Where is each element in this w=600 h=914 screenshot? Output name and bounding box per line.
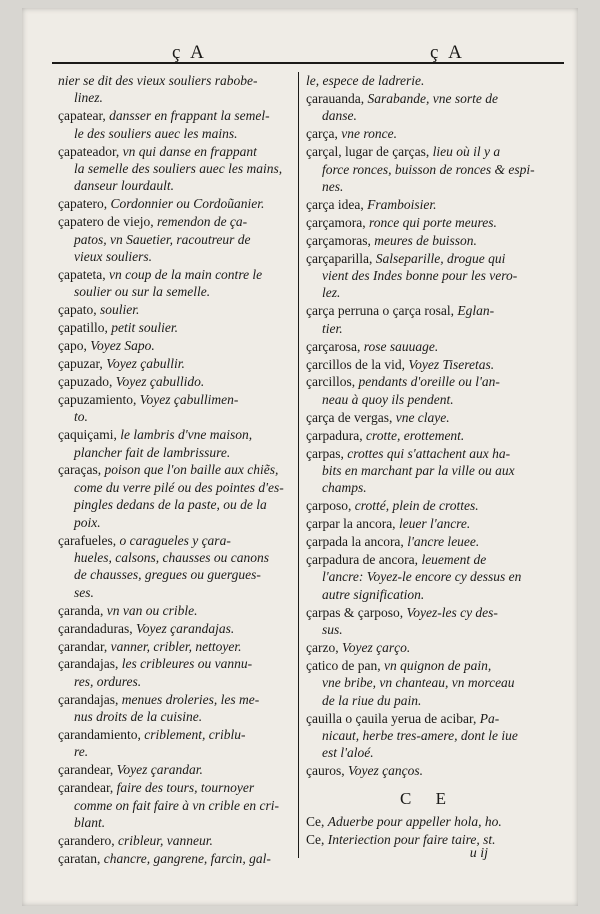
left-column [58,72,294,868]
dictionary-entry [58,655,294,690]
entry-definition-line: vn coup de la main contre le [108,266,263,282]
entry-definition-line: bits en marchant par la ville ou aux [322,462,515,478]
entry-definition-line: autre signification. [322,586,425,602]
section-heading: C E [400,788,456,808]
dictionary-entry [58,72,294,107]
entry-headword: çarça perruna o çarça rosal, [306,303,458,319]
entry-headword: çarauanda, [306,90,368,106]
dictionary-entry [58,638,294,655]
entry-headword: çaraças, [58,462,105,478]
entry-definition-line: soulier. [99,302,140,318]
entry-headword: çarça de vergas, [306,409,396,425]
entry-definition-line: comme on fait faire à vn crible en cri- [74,797,279,813]
dictionary-entry [306,196,550,213]
entry-definition-line: Voyez çabullimen- [139,391,239,407]
dictionary-entry [306,143,550,195]
entry-headword: çapatillo, [58,320,112,336]
entry-definition-line: crotte, erottement. [365,427,465,443]
entry-definition-line: vn qui danse en frappant [122,143,257,159]
entry-definition-line: menues droleries, les me- [121,691,260,707]
dictionary-entry [58,691,294,726]
entry-definition-line: soulier ou sur la semelle. [74,284,211,300]
entry-headword: çauilla o çauila yerua de acibar, [306,710,480,726]
dictionary-entry [58,373,294,390]
entry-definition-line: force ronces, buisson de ronces & espi- [322,161,535,177]
entry-definition-line: Eglan- [457,303,495,319]
dictionary-entry [58,850,294,867]
entry-definition-line: lez. [322,285,341,301]
entry-definition-line: ronce qui porte meures. [368,214,497,230]
entry-definition-line: plancher fait de lambrissure. [74,444,231,460]
dictionary-entry [306,427,550,444]
dictionary-entry [306,232,550,249]
entry-definition-line: criblement, criblu- [144,727,246,743]
entry-definition-line: neau à quoy ils pendent. [322,391,454,407]
dictionary-entry [306,214,550,231]
dictionary-entry [58,319,294,336]
entry-headword: çaratan, [58,850,104,866]
entry-definition-line: vne bribe, vn chanteau, vn morceau [322,675,515,691]
entry-definition-line: vanner, cribler, nettoyer. [110,638,242,654]
right-column-entries [306,72,550,780]
entry-definition-line: Pa- [479,710,500,726]
entry-definition-line: poix. [74,514,101,530]
dictionary-entry [306,125,550,142]
entry-headword: çarpada la ancora, [306,534,408,550]
entry-headword: çarandajas, [58,691,122,707]
dictionary-entry [306,302,550,337]
entry-headword: çarandaduras, [58,620,136,636]
entry-headword: çarandar, [58,638,111,654]
dictionary-entry [58,143,294,195]
entry-definition-line: Voyez Tiseretas. [408,356,495,372]
entry-definition-line: vieux souliers. [74,249,152,265]
entry-definition-line: lieu où il y a [432,144,501,160]
entry-headword: çapatero, [58,196,111,212]
entry-headword: çarpas & çarposo, [306,604,407,620]
entry-definition-line: nes. [322,178,344,194]
entry-definition-line: dansser en frappant la semel- [109,108,270,124]
entry-definition-line: pendants d'oreille ou l'an- [358,374,500,390]
page-header [52,42,564,64]
right-column [306,72,550,849]
entry-headword: Ce, [306,832,328,848]
entry-headword: çauros, [306,763,348,779]
entry-definition-line: Voyez çarandar. [116,762,203,778]
entry-definition-line: crottes qui s'attachent aux ha- [347,445,511,461]
entry-headword: çapuzar, [58,356,107,371]
entry-headword: çatico de pan, [306,657,384,673]
entry-definition-line: tier. [322,320,343,336]
entry-definition-line: le, espece de ladrerie. [306,73,425,88]
running-head-left: ç A [172,42,207,63]
entry-headword: çarafueles, [58,532,120,548]
entry-definition-line: Framboisier. [367,196,437,212]
entry-definition-line: petit soulier. [111,320,178,336]
entry-definition-line: come du verre pilé ou des pointes d'es- [74,479,284,495]
dictionary-entry [306,533,550,550]
entry-definition-line: vn quignon de pain, [383,657,492,673]
entry-definition-line: poison que l'on baille aux chiẽs, [104,462,279,478]
entry-definition-line: Voyez çanços. [347,763,423,779]
entry-headword: çarpas, [306,445,348,461]
section-entries [306,813,550,848]
dictionary-entry [306,813,550,830]
entry-headword: çapatear, [58,108,110,124]
entry-definition-line: remendon de ça- [156,214,248,230]
entry-definition-line: danse. [322,108,357,124]
entry-headword: çarçaparilla, [306,250,376,266]
entry-headword: çapuzamiento, [58,391,140,407]
entry-definition-line: re. [74,744,89,760]
entry-definition-line: leuer l'ancre. [398,516,471,532]
entry-definition-line: Voyez çarandajas. [135,620,235,636]
entry-headword: çarandamiento, [58,727,145,743]
running-head-right: ç A [430,42,465,63]
entry-headword: çapatero de viejo, [58,214,157,230]
entry-definition-line: Interiection pour faire taire, st. [327,832,496,848]
entry-definition-line: vne ronce. [341,126,397,142]
entry-headword: çarçamoras, [306,232,375,248]
dictionary-entry [306,338,550,355]
entry-definition-line: res, ordures. [74,673,142,689]
entry-definition-line: Cordonnier ou Cordoũanier. [110,196,265,212]
entry-definition-line: nus droits de la cuisine. [74,709,203,725]
dictionary-entry [306,515,550,532]
entry-definition-line: de la riue du pain. [322,692,422,708]
entry-definition-line: de chausses, gregues ou guergues- [74,567,261,583]
entry-headword: çarandear, [58,780,117,796]
entry-headword: çarandajas, [58,656,122,672]
dictionary-entry [306,497,550,514]
column-divider [298,72,299,858]
entry-headword: çarça, [306,126,342,142]
entry-definition-line: champs. [322,480,367,496]
entry-headword: çarpadura, [306,427,366,443]
signature-mark: u ij [469,846,488,861]
entry-headword: çarcillos, [306,374,359,390]
entry-definition-line: vient des Indes bonne pour les vero- [322,267,518,283]
entry-definition-line: ses. [74,584,94,600]
entry-headword: çapo, [58,338,91,354]
entry-definition-line: est l'aloé. [322,745,374,761]
entry-definition-line: pingles dedans de la paste, ou de la [74,497,267,513]
dictionary-entry [58,107,294,142]
dictionary-entry [306,72,550,89]
dictionary-entry [306,373,550,408]
entry-definition-line: Aduerbe pour appeller hola, ho. [327,814,502,830]
dictionary-entry [58,426,294,461]
entry-definition-line: Voyez çarço. [341,640,411,655]
dictionary-entry [306,90,550,125]
entry-definition-line: Voyez çabullido. [115,373,205,389]
dictionary-entry [58,761,294,778]
dictionary-page [22,8,578,906]
dictionary-entry [306,551,550,603]
dictionary-entry [306,831,550,848]
dictionary-entry [306,604,550,639]
dictionary-entry [306,639,550,656]
entry-headword: çarçal, lugar de çarças, [306,144,433,160]
dictionary-entry [58,337,294,354]
entry-definition-line: chancre, gangrene, farcin, gal- [103,850,271,866]
entry-definition-line: blant. [74,815,106,831]
entry-definition-line: hueles, calsons, chausses ou canons [74,549,269,565]
entry-definition-line: le lambris d'vne maison, [120,427,253,443]
dictionary-entry [58,391,294,426]
dictionary-entry [58,832,294,849]
entry-definition-line: le des souliers auec les mains. [74,125,238,141]
dictionary-entry [306,657,550,709]
entry-headword: çarcillos de la vid, [306,356,409,372]
dictionary-entry [58,213,294,265]
entry-definition-line: nier se dit des vieux souliers rabobe- [58,73,258,88]
entry-headword: çarposo, [306,498,355,514]
header-rule [52,62,564,64]
entry-definition-line: vn van ou crible. [106,602,198,618]
entry-definition-line: o caragueles y çara- [119,532,231,548]
dictionary-entry [58,355,294,372]
entry-headword: çarpar la ancora, [306,516,399,532]
entry-definition-line: sus. [322,622,343,638]
entry-definition-line: rose sauuage. [363,338,439,354]
entry-definition-line: l'ancre: Voyez-le encore cy dessus en [322,569,522,585]
entry-definition-line: l'ancre leuee. [407,534,480,550]
dictionary-entry [58,266,294,301]
entry-definition-line: Voyez çabullir. [106,356,185,371]
dictionary-entry [58,461,294,531]
entry-definition-line: nicaut, herbe tres-amere, dont le iue [322,728,518,744]
dictionary-entry [58,301,294,318]
entry-headword: çaranda, [58,602,107,618]
dictionary-entry [58,602,294,619]
entry-definition-line: Salseparille, drogue qui [375,250,506,266]
entry-headword: çapateta, [58,266,109,282]
entry-definition-line: patos, vn Sauetier, racoutreur de [74,231,251,247]
entry-headword: çarpadura de ancora, [306,551,422,567]
dictionary-entry [306,710,550,762]
entry-definition-line: Voyez-les cy des- [406,604,498,620]
entry-definition-line: vne claye. [395,409,450,425]
entry-headword: çapuzado, [58,373,116,389]
dictionary-entry [306,356,550,373]
entry-definition-line: la semelle des souliers auec les mains, [74,161,283,177]
entry-headword: çarçamora, [306,214,369,230]
dictionary-entry [58,779,294,831]
dictionary-entry [58,620,294,637]
dictionary-entry [306,762,550,779]
entry-definition-line: danseur lourdault. [74,178,175,194]
entry-definition-line: les cribleures ou vannu- [121,656,253,672]
entry-definition-line: cribleur, vanneur. [117,832,213,848]
entry-definition-line: leuement de [421,551,487,567]
entry-definition-line: meures de buisson. [374,232,477,248]
entry-definition-line: faire des tours, tournoyer [116,780,255,796]
entry-definition-line: Voyez Sapo. [90,338,155,354]
dictionary-entry [306,409,550,426]
dictionary-entry [58,195,294,212]
entry-headword: çarzo, [306,640,342,655]
entry-headword: çarandero, [58,832,118,848]
entry-headword: Ce, [306,814,328,830]
entry-headword: çarçarosa, [306,338,364,354]
entry-headword: çapateador, [58,143,123,159]
dictionary-entry [58,726,294,761]
entry-definition-line: Sarabande, vne sorte de [367,90,498,106]
entry-headword: çapato, [58,302,100,318]
entry-headword: çarandear, [58,762,117,778]
dictionary-entry [306,250,550,302]
entry-definition-line: linez. [74,90,103,106]
dictionary-entry [58,532,294,602]
entry-headword: çarça idea, [306,196,368,212]
entry-definition-line: crotté, plein de crottes. [354,498,479,514]
entry-definition-line: to. [74,409,88,425]
entry-headword: çaquiçami, [58,427,121,443]
dictionary-entry [306,445,550,497]
